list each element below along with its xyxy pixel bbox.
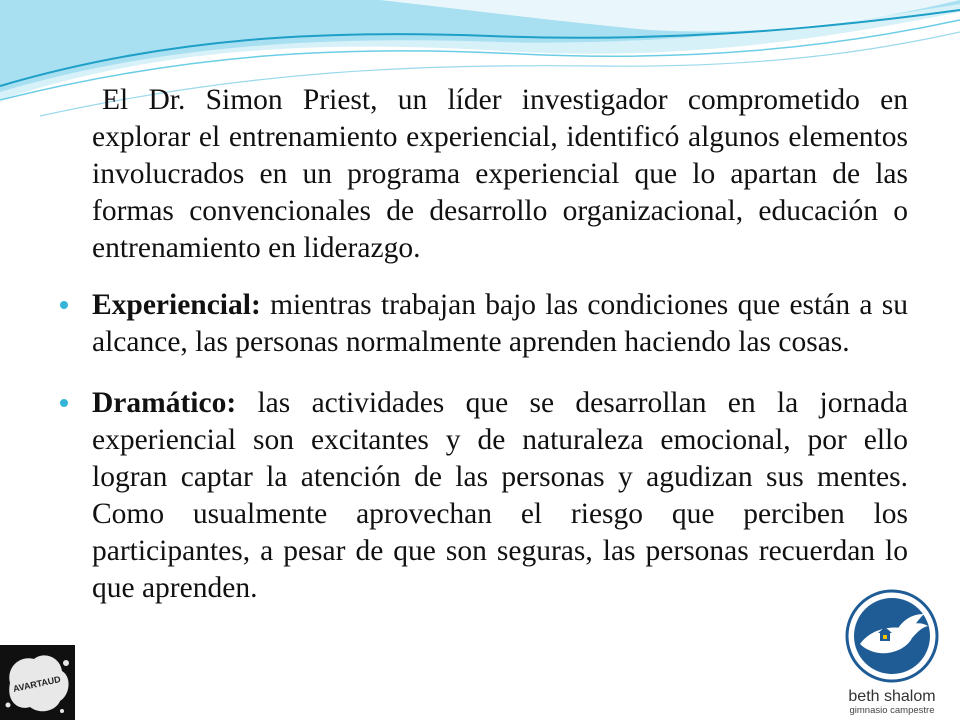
beth-shalom-logo <box>836 586 960 720</box>
splash-logo-icon <box>0 645 75 720</box>
logo-brand-text: beth shalom <box>848 688 936 705</box>
bullet-dramatico <box>92 385 908 607</box>
bullet-term: Experiencial: <box>92 289 261 321</box>
bullet-text: las actividades que se desarrollan en la jornada experiencial son excitantes y de naturaleza emocional, por ello logran captar la atención de las personas y agudizan sus mentes. Como usualmente aprovechan el riesgo que perciben los participantes, a pesar de que son seguras, las personas recuerdan lo que aprenden. <box>92 387 908 604</box>
slide-body <box>92 82 908 631</box>
bullet-term: Dramático: <box>92 387 237 419</box>
left-logo-text: AVARTAUD <box>12 674 62 694</box>
bullet-text: mientras trabajan bajo las condiciones que están a su alcance, las personas normalmente aprenden haciendo las cosas. <box>92 289 908 358</box>
bullet-dot-icon <box>60 399 68 407</box>
bullet-dot-icon <box>60 301 68 309</box>
bullet-experiencial <box>92 287 908 361</box>
left-logo <box>0 645 75 720</box>
intro-paragraph: El Dr. Simon Priest, un líder investigador comprometido en explorar el entrenamiento experiencial, identificó algunos elementos involucrados en un programa experiencial que lo apartan de las formas convencionales de desarrollo organizacional, educación o entrenamiento en liderazgo. <box>92 84 908 264</box>
logo-sub-text: gimnasio campestre <box>849 705 935 716</box>
dove-emblem-icon <box>836 586 948 686</box>
